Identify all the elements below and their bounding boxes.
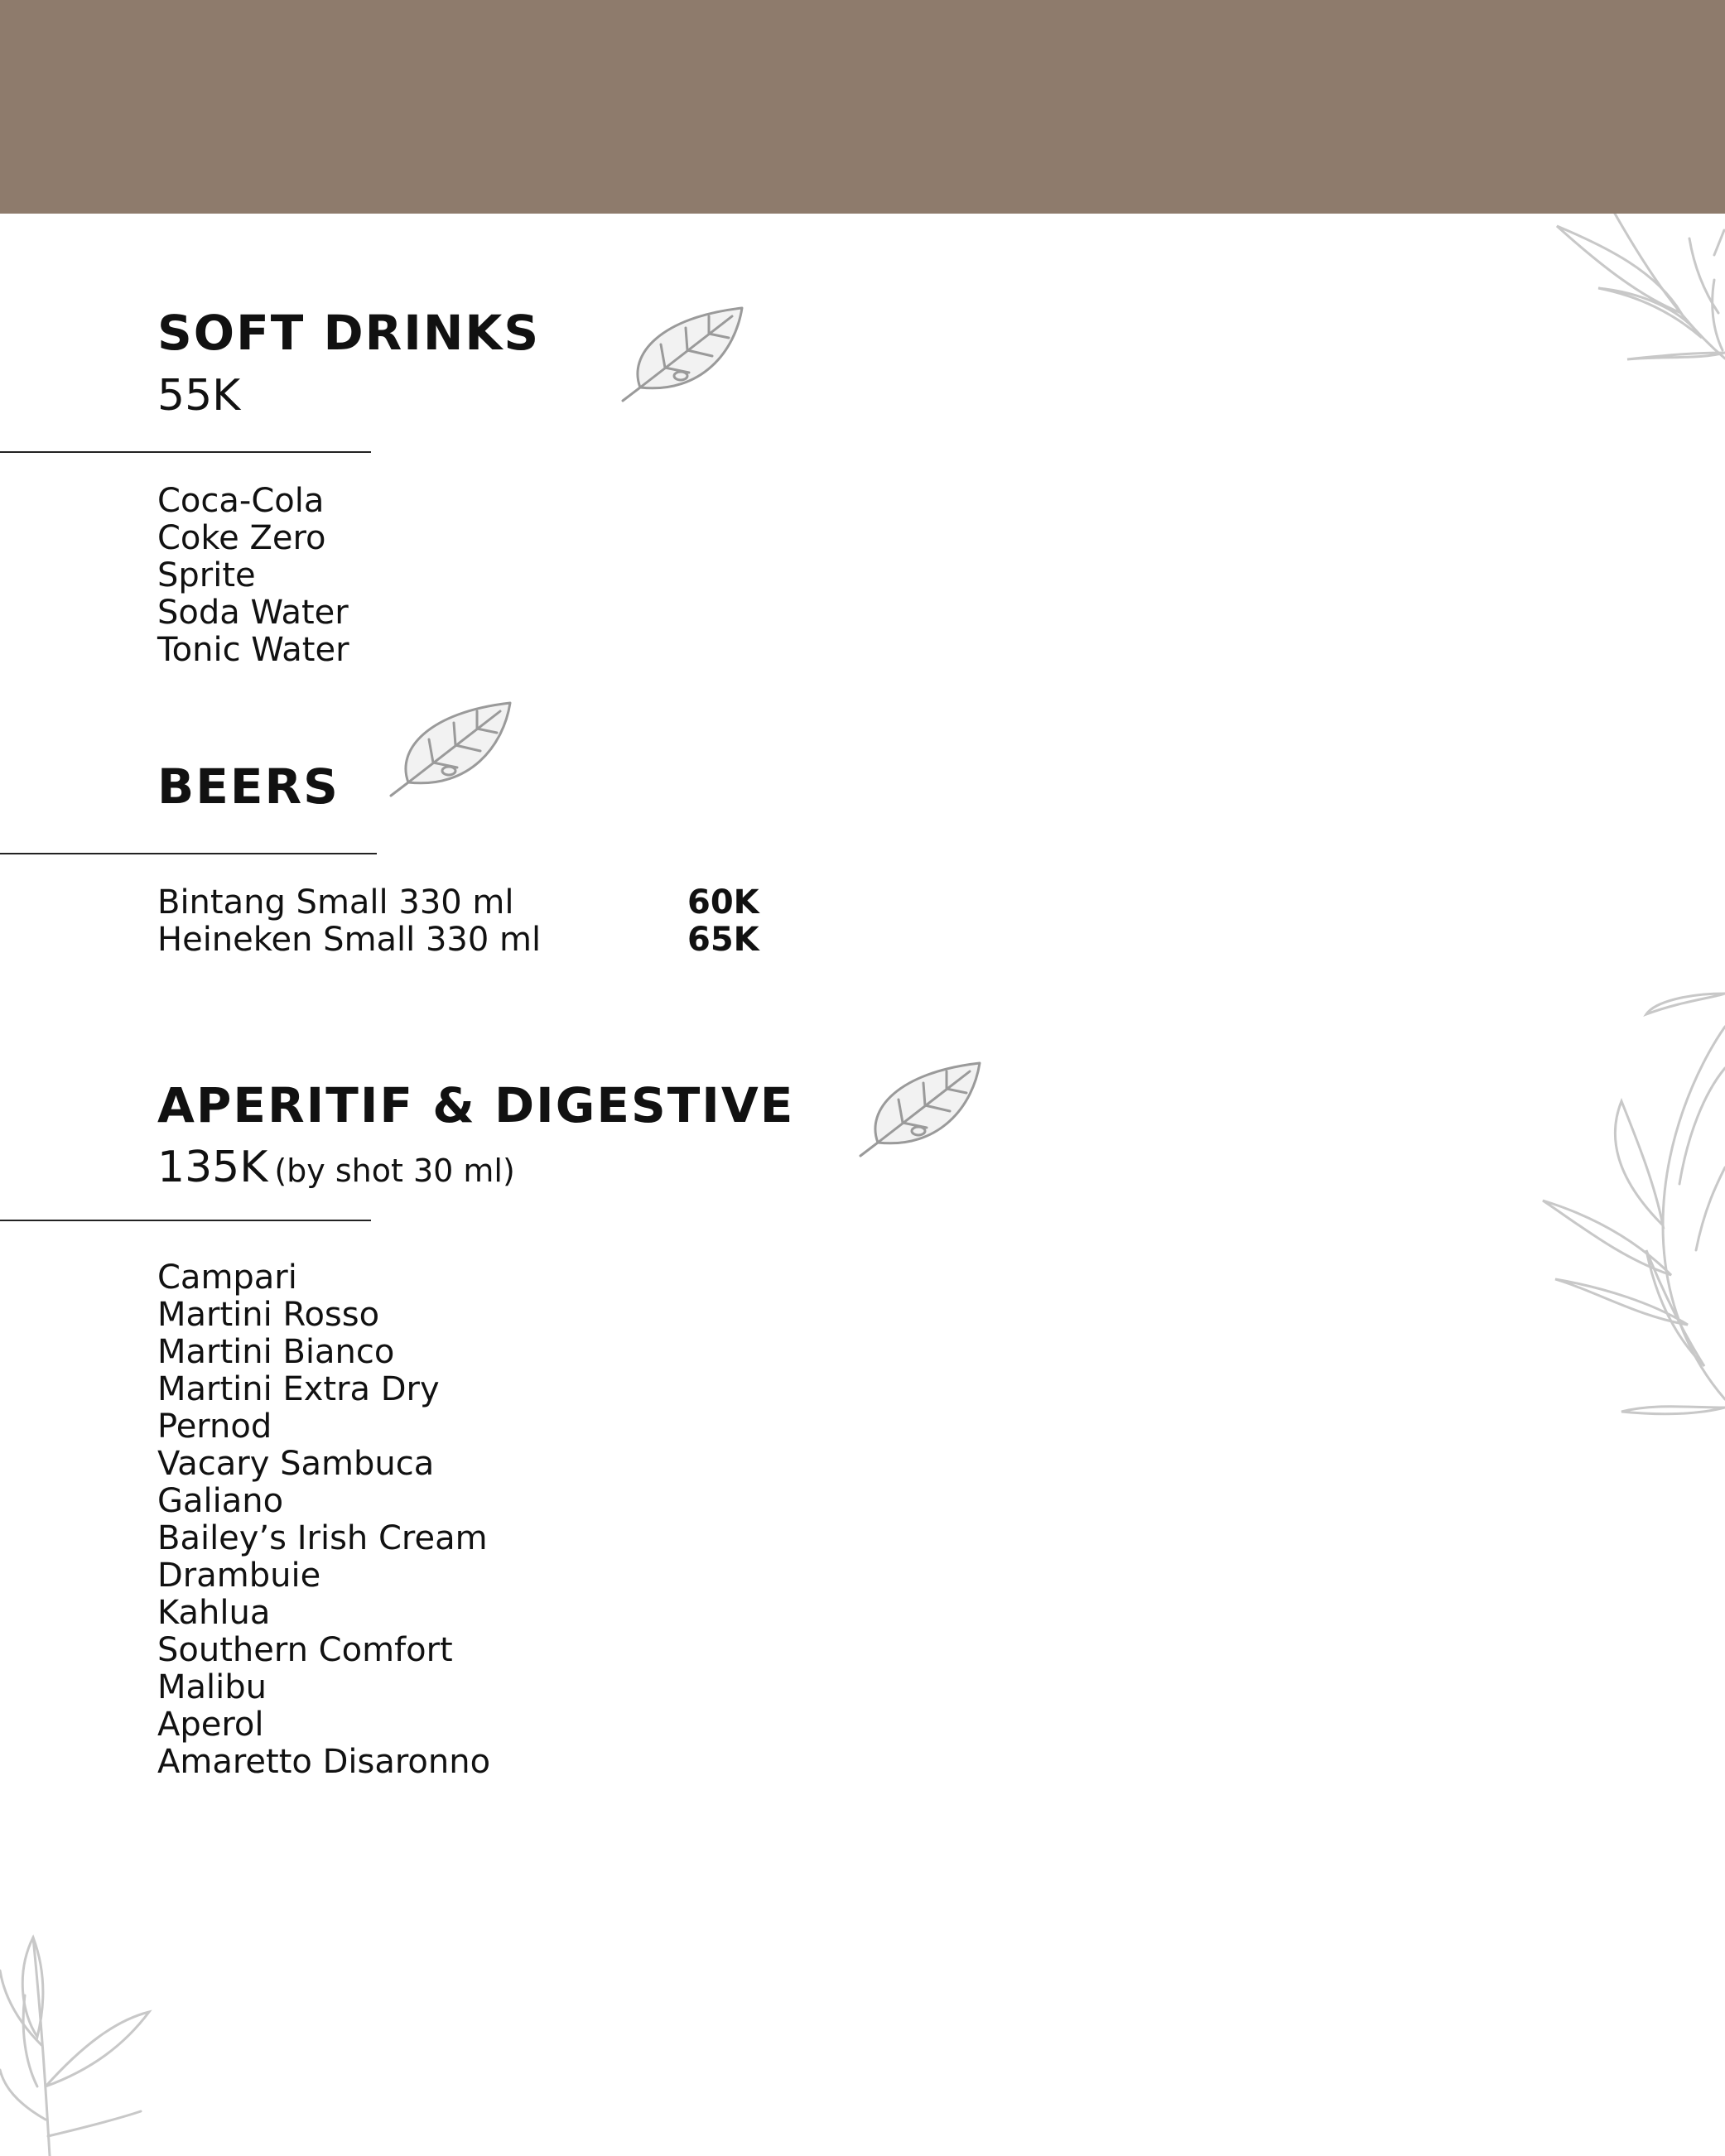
table-row [157, 884, 770, 922]
list-item: Soda Water [157, 594, 349, 632]
list-item: Coke Zero [157, 519, 326, 557]
list-item: Amaretto Disaronno [157, 1743, 491, 1781]
branch-icon [1549, 214, 1725, 371]
aperitif-list [157, 1259, 490, 1781]
aperitif-divider [0, 1220, 371, 1221]
list-item: Southern Comfort [157, 1631, 453, 1669]
list-item: Bailey’s Irish Cream [157, 1519, 488, 1557]
aperitif-price-note: (by shot 30 ml) [274, 1153, 515, 1189]
soft-drinks-title: SOFT DRINKS [157, 305, 541, 361]
branch-icon [0, 1921, 157, 2156]
list-item: Coca-Cola [157, 482, 325, 520]
beer-name: Bintang Small 330 ml [157, 883, 514, 922]
soft-drinks-price: 55K [157, 371, 241, 421]
list-item: Martini Extra Dry [157, 1370, 440, 1408]
beers-title: BEERS [157, 758, 340, 815]
aperitif-title: APERITIF & DIGESTIVE [157, 1077, 795, 1133]
table-row [157, 922, 770, 959]
list-item: Tonic Water [157, 631, 349, 669]
list-item: Aperol [157, 1706, 264, 1744]
beer-price: 60K [687, 883, 759, 922]
list-item: Sprite [157, 556, 256, 594]
leaf-icon [388, 700, 520, 799]
soft-drinks-divider [0, 451, 371, 453]
beer-price: 65K [687, 921, 759, 959]
leaf-icon [857, 1060, 990, 1159]
branch-icon [1539, 977, 1725, 1424]
beers-list [157, 884, 770, 959]
leaf-icon [619, 305, 752, 404]
beer-name: Heineken Small 330 ml [157, 921, 542, 959]
list-item: Kahlua [157, 1594, 271, 1632]
soft-drinks-list [157, 483, 349, 669]
list-item: Galiano [157, 1482, 284, 1520]
beers-divider [0, 853, 377, 854]
list-item: Pernod [157, 1408, 272, 1446]
list-item: Martini Bianco [157, 1333, 395, 1371]
list-item: Vacary Sambuca [157, 1445, 435, 1483]
header-band [0, 0, 1725, 214]
list-item: Martini Rosso [157, 1296, 380, 1334]
list-item: Drambuie [157, 1557, 321, 1595]
aperitif-price-value: 135K [157, 1143, 268, 1192]
list-item: Malibu [157, 1668, 267, 1706]
aperitif-price [157, 1143, 515, 1192]
list-item: Campari [157, 1258, 297, 1297]
